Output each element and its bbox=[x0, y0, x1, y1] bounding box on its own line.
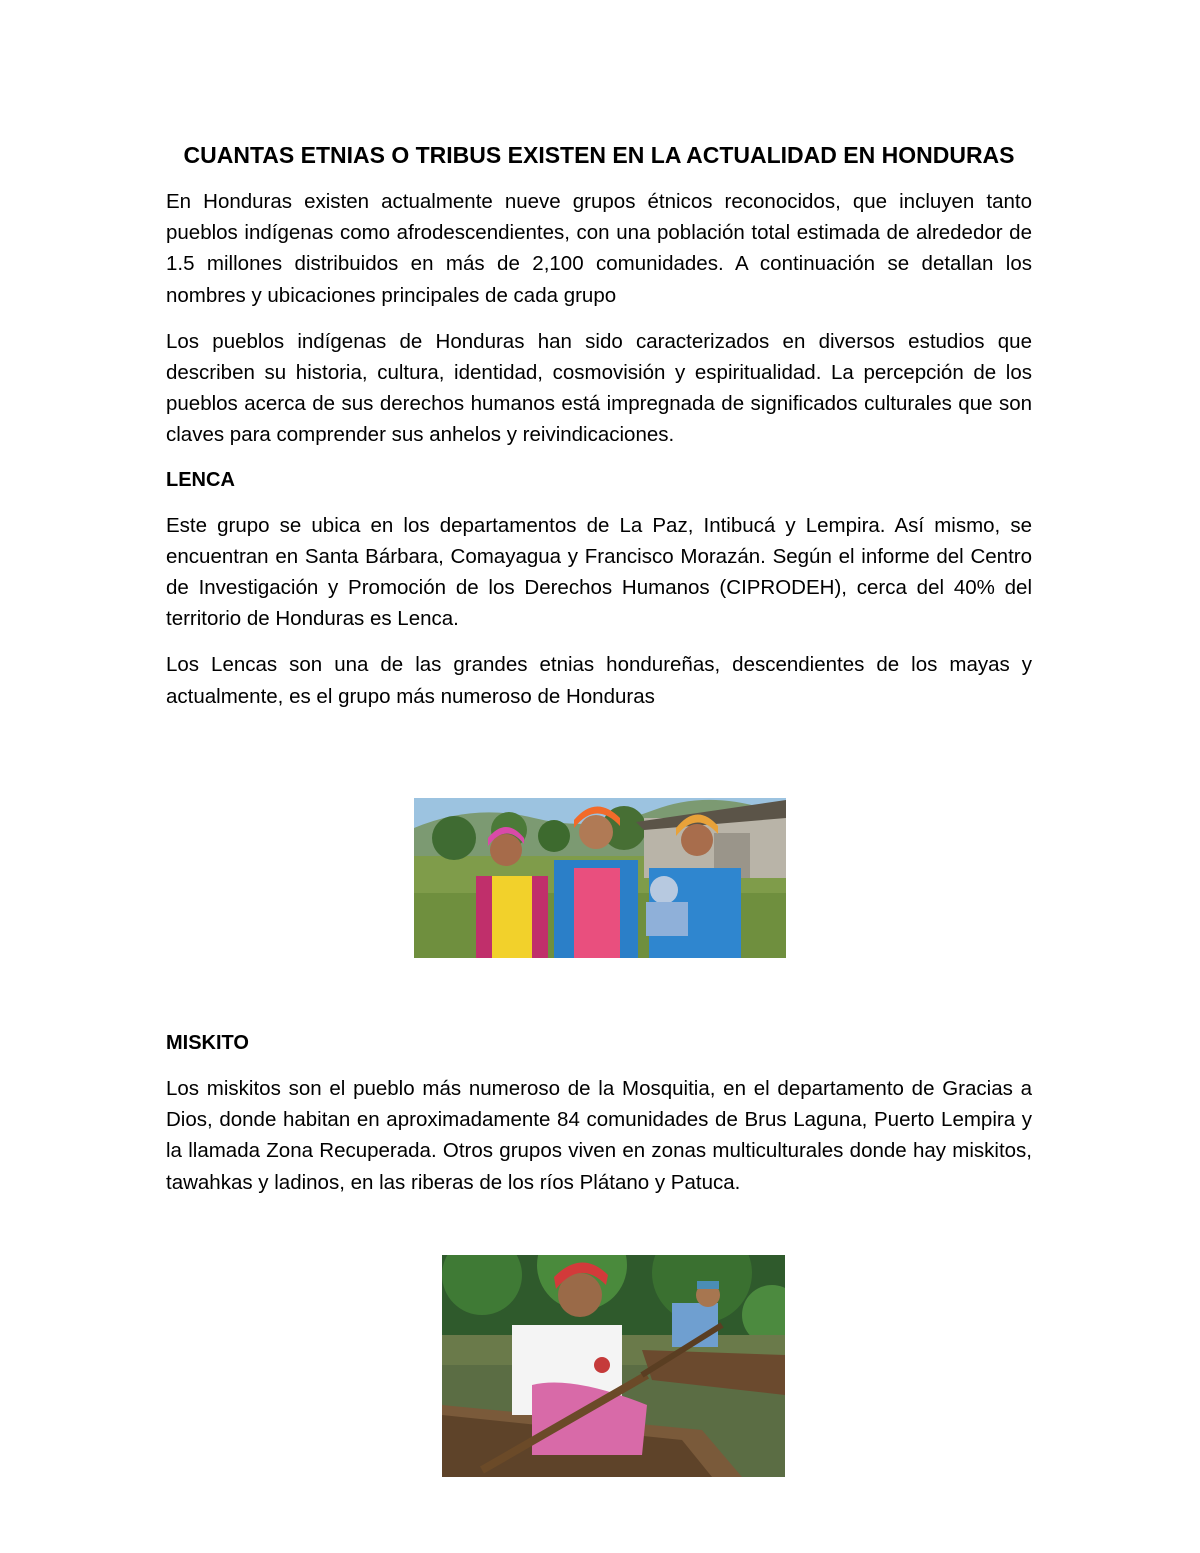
document-title: CUANTAS ETNIAS O TRIBUS EXISTEN EN LA ACTUALIDAD EN HONDURAS bbox=[183, 142, 1015, 168]
section-heading-miskito: MISKITO bbox=[166, 1032, 249, 1054]
miskito-photo bbox=[442, 1255, 785, 1477]
intro-paragraph-2: Los pueblos indígenas de Honduras han sido caracterizados en diversos estudios que describen su historia, cultura, identidad, cosmovisión y espiritualidad. La percepción de los pueblos acerca de sus derechos humanos está impregnada de significados culturales que son claves para comprender sus anhelos y reivindicaciones. bbox=[166, 329, 1032, 447]
intro-paragraph-1: En Honduras existen actualmente nueve grupos étnicos reconocidos, que incluyen tanto pueblos indígenas como afrodescendientes, con una población total estimada de alrededor de 1.5 millones distribuidos en más de 2,100 comunidades. A continuación se detallan los nombres y ubicaciones principales de cada grupo bbox=[166, 190, 1032, 307]
lenca-paragraph-1: Este grupo se ubica en los departamentos de La Paz, Intibucá y Lempira. Así mismo, se encuentran en Santa Bárbara, Comayagua y Francisco Morazán. Según el informe del Centro de Investigación y Promoción de los Derechos Humanos (CIPRODEH), cerca del 40% del territorio de Honduras es Lenca. bbox=[166, 513, 1032, 631]
lenca-photo bbox=[414, 798, 786, 958]
section-heading-lenca: LENCA bbox=[166, 468, 235, 491]
document-body-continued bbox=[166, 1029, 1032, 1213]
lenca-paragraph-2: Los Lencas son una de las grandes etnias hondureñas, descendientes de los mayas y actualmente, es el grupo más numeroso de Honduras bbox=[166, 653, 1032, 708]
document-body bbox=[166, 138, 1032, 727]
miskito-paragraph-1: Los miskitos son el pueblo más numeroso de la Mosquitia, en el departamento de Gracias a Dios, donde habitan en aproximadamente 84 comunidades de Brus Laguna, Puerto Lempira y la llamada Zona Recuperada. Otros grupos viven en zonas multiculturales donde hay miskitos, tawahkas y ladinos, en las riberas de los ríos Plátano y Patuca. bbox=[166, 1077, 1032, 1194]
